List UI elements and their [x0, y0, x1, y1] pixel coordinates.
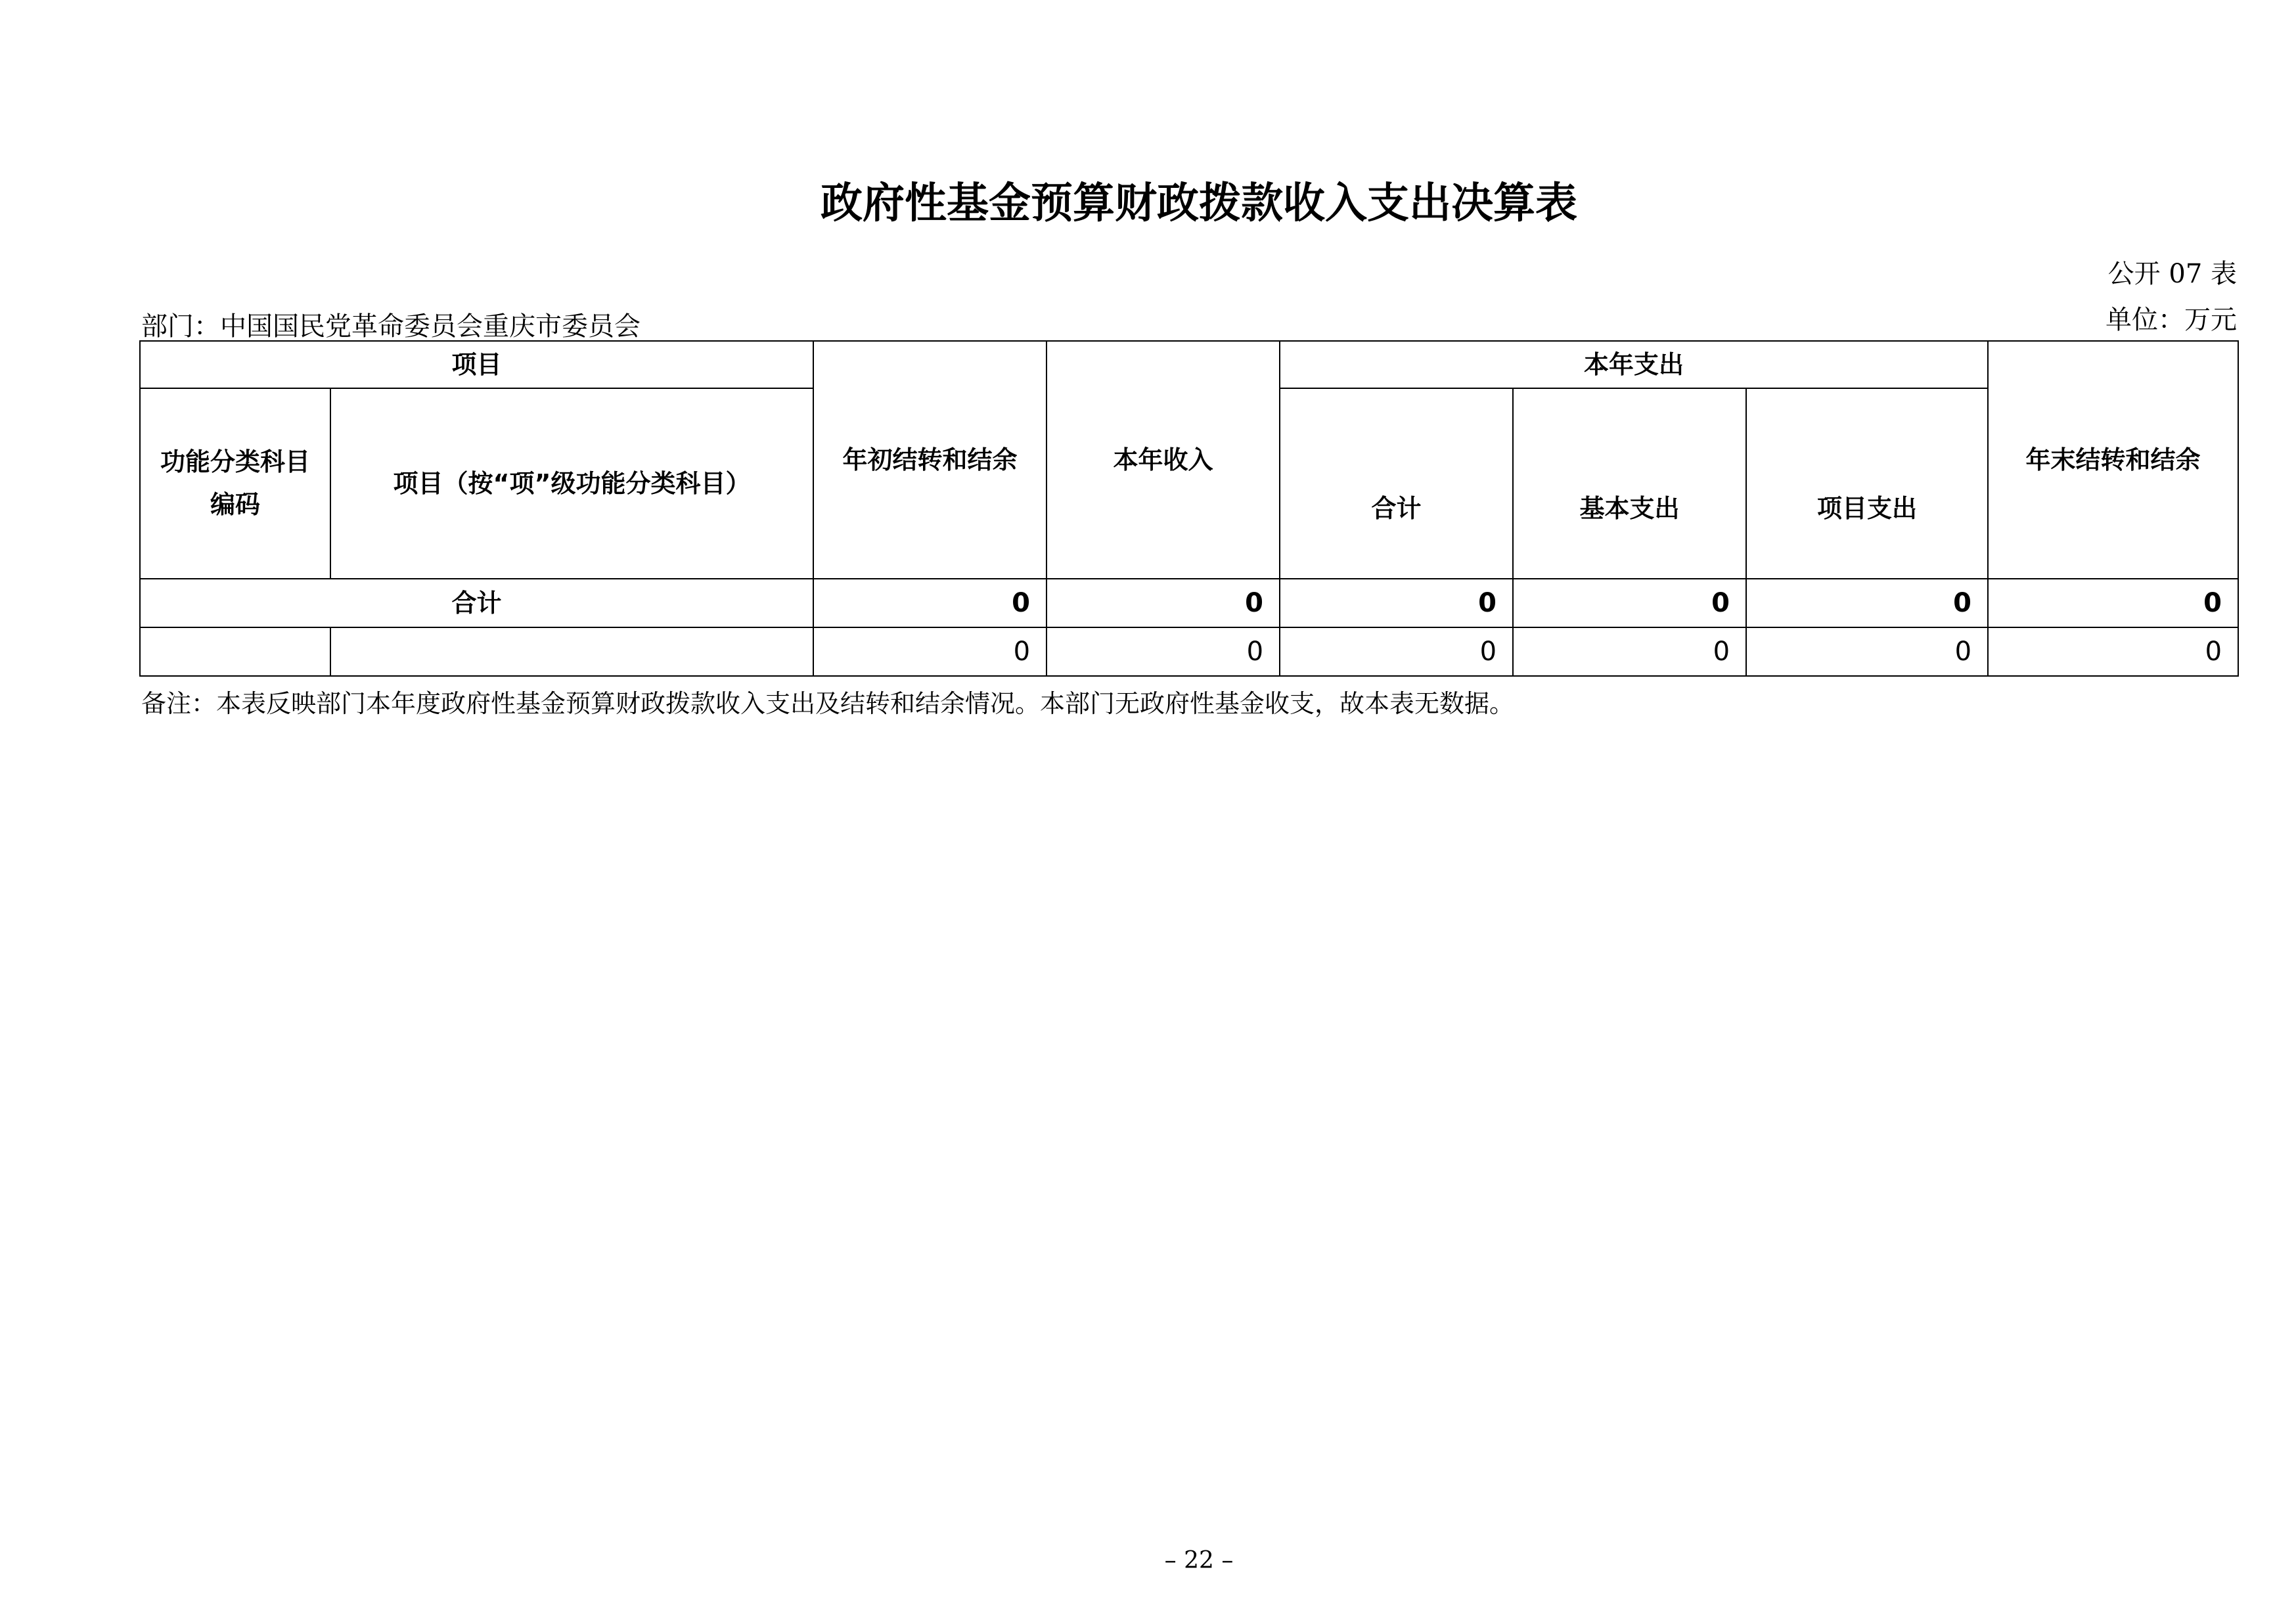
- total-opening-balance: 0: [813, 579, 1047, 627]
- row-annual-income: 0: [1047, 627, 1280, 676]
- header-closing-balance: 年末结转和结余: [1988, 341, 2238, 579]
- row-opening-balance: 0: [813, 627, 1047, 676]
- total-basic-expense: 0: [1513, 579, 1746, 627]
- total-project-expense: 0: [1746, 579, 1988, 627]
- department-label: 部门：中国国民党革命委员会重庆市委员会: [141, 311, 641, 342]
- footnote: 备注：本表反映部门本年度政府性基金预算财政拨款收入支出及结转和结余情况。本部门无政府性基金收支，故本表无数据。: [141, 689, 1515, 718]
- row-project-name: [330, 627, 813, 676]
- unit-label: 单位：万元: [2105, 305, 2237, 335]
- header-func-code: 功能分类科目编码: [140, 388, 330, 579]
- header-basic-expense: 基本支出: [1513, 388, 1746, 579]
- report-table: [139, 340, 2239, 677]
- header-annual-expense-group: 本年支出: [1280, 341, 1988, 388]
- table-code-label: 公开 07 表: [2107, 259, 2237, 289]
- header-project-expense: 项目支出: [1746, 388, 1988, 579]
- header-project-name: 项目（按“项”级功能分类科目）: [330, 388, 813, 579]
- table-row: [140, 627, 2238, 676]
- total-label: 合计: [140, 579, 813, 627]
- total-closing-balance: 0: [1988, 579, 2238, 627]
- header-annual-income: 本年收入: [1047, 341, 1280, 579]
- row-func-code: [140, 627, 330, 676]
- header-opening-balance: 年初结转和结余: [813, 341, 1047, 579]
- row-closing-balance: 0: [1988, 627, 2238, 676]
- row-expense-total: 0: [1280, 627, 1513, 676]
- total-expense-total: 0: [1280, 579, 1513, 627]
- row-project-expense: 0: [1746, 627, 1988, 676]
- header-project-group: 项目: [140, 341, 813, 388]
- page-title: 政府性基金预算财政拨款收入支出决算表: [821, 179, 1577, 228]
- page-number: – 22 –: [1164, 1547, 1234, 1574]
- total-row: [140, 579, 2238, 627]
- row-basic-expense: 0: [1513, 627, 1746, 676]
- total-annual-income: 0: [1047, 579, 1280, 627]
- header-expense-total: 合计: [1280, 388, 1513, 579]
